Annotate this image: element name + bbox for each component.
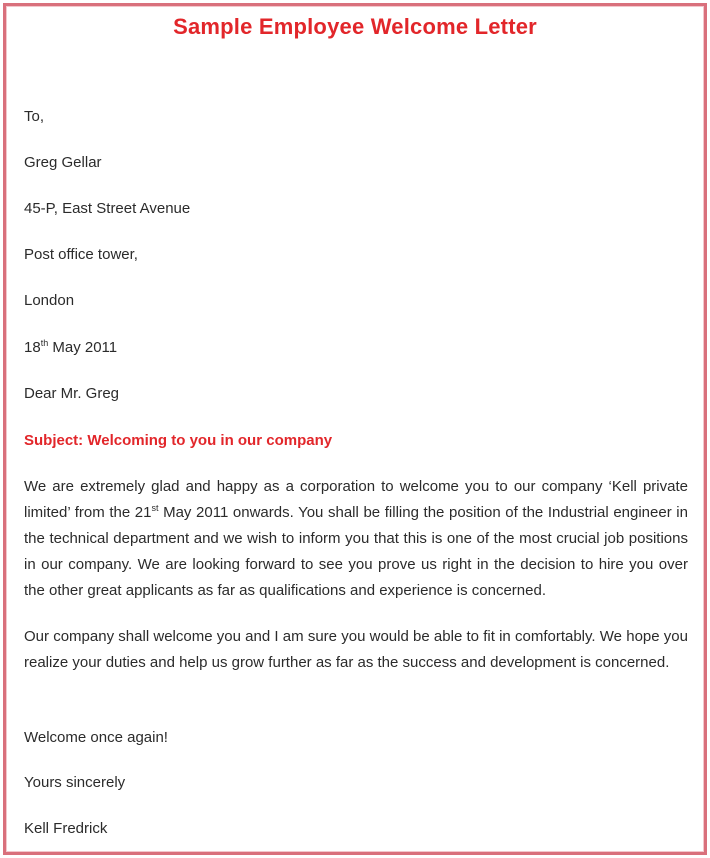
body-paragraph-2: Our company shall welcome you and I am sure you would be able to fit in comfortably. We hope you realize your duties and help us grow further as far as the success and development is concerned.	[24, 628, 688, 671]
salutation: Dear Mr. Greg	[24, 385, 120, 402]
body-paragraph-1	[24, 474, 688, 604]
date-day: 18	[24, 339, 41, 356]
to-label: To,	[24, 108, 45, 125]
paragraph-1-part-1: We are extremely glad and happy as a corporation to welcome you to our company ‘Kell private limited’ from the 21	[24, 478, 688, 521]
recipient-name: Greg Gellar	[24, 154, 102, 171]
closing-line: Welcome once again!	[24, 729, 168, 746]
letter-border	[3, 3, 707, 855]
paragraph-1-part-2: May 2011 onwards. You shall be filling the position of the Industrial engineer in the technical department and we wish to inform you that this is one of the most crucial job positions in our company. We are looking forward to see you prove us right in the decision to hire you over the other great applicants as far as qualifications and experience is concerned.	[24, 504, 688, 599]
address-city: London	[24, 292, 75, 309]
date-suffix: th	[40, 338, 49, 348]
subject-line: Subject: Welcoming to you in our company	[24, 432, 333, 449]
signature-name: Kell Fredrick	[24, 820, 108, 837]
address-line-1: 45-P, East Street Avenue	[24, 200, 191, 217]
address-line-2: Post office tower,	[24, 246, 138, 263]
letter-date	[24, 339, 117, 356]
paragraph-1-superscript: st	[151, 503, 159, 513]
date-month-year: May 2011	[48, 339, 118, 356]
letter-title: Sample Employee Welcome Letter	[173, 14, 537, 39]
sign-off: Yours sincerely	[24, 774, 126, 791]
